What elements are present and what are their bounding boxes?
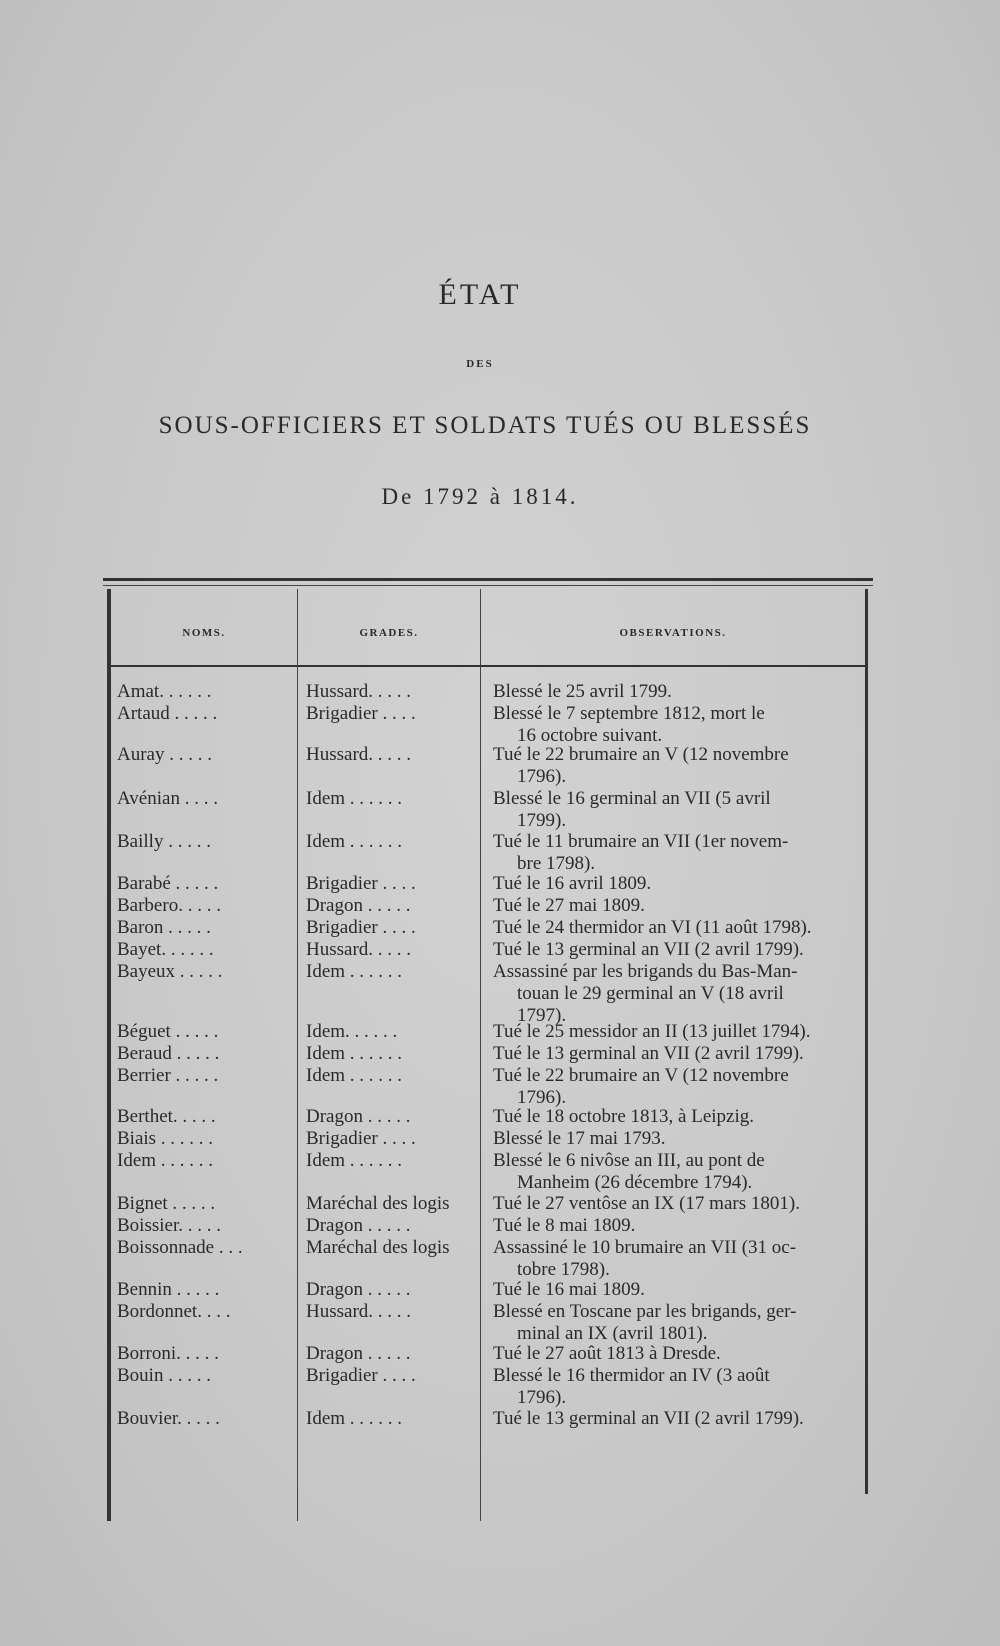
grade-cell: Idem . . . . . . [306,961,403,982]
grade-cell: Dragon . . . . . [306,1343,411,1364]
observation-cell [493,1193,859,1215]
observation-line: Blessé le 25 avril 1799. [493,681,672,702]
page-subtitle: SOUS-OFFICIERS ET SOLDATS TUÉS OU BLESSÉS [158,412,812,439]
observation-line: Tué le 22 brumaire an V (12 novembre [493,1065,789,1086]
observation-continuation: 1797). [517,1005,567,1026]
observation-cell [493,961,859,1027]
observation-line: Tué le 27 mai 1809. [493,895,645,916]
observation-continuation: 16 octobre suivant. [517,725,663,746]
column-header-observations: OBSERVATIONS. [619,627,727,639]
observation-cell [493,895,859,917]
grade-cell: Brigadier . . . . [306,917,416,938]
name-cell: Béguet . . . . . [117,1021,219,1042]
observation-cell [493,681,859,703]
observation-continuation: Manheim (26 décembre 1794). [517,1172,753,1193]
observation-cell [493,873,859,895]
observation-cell [493,788,859,832]
observation-cell [493,1021,859,1043]
name-cell: Borroni. . . . . [117,1343,219,1364]
name-cell: Bayet. . . . . . [117,939,214,960]
casualty-table [103,578,873,1521]
grade-cell: Brigadier . . . . [306,873,416,894]
table-border-left [107,589,111,1521]
grade-cell: Maréchal des logis [306,1193,450,1214]
observation-line: Tué le 8 mai 1809. [493,1215,636,1236]
grade-cell: Dragon . . . . . [306,895,411,916]
observation-line: Tué le 16 avril 1809. [493,873,652,894]
name-cell: Bordonnet. . . . [117,1301,231,1322]
observation-cell [493,703,859,747]
observation-continuation: 1796). [517,766,567,787]
observation-cell [493,1365,859,1409]
column-header-noms: NOMS. [182,627,226,639]
header-rule [111,665,865,667]
name-cell: Bennin . . . . . [117,1279,220,1300]
grade-cell: Hussard. . . . . [306,744,412,765]
name-cell: Idem . . . . . . [117,1150,214,1171]
name-cell: Bouin . . . . . [117,1365,211,1386]
observation-cell [493,1106,859,1128]
name-cell: Amat. . . . . . [117,681,212,702]
grade-cell: Hussard. . . . . [306,681,412,702]
name-cell: Bouvier. . . . . [117,1408,220,1429]
grade-cell: Dragon . . . . . [306,1279,411,1300]
column-divider [480,589,481,1521]
observation-line: Blessé en Toscane par les brigands, ger- [493,1301,797,1322]
observation-line: Assassiné le 10 brumaire an VII (31 oc- [493,1237,797,1258]
observation-line: Tué le 22 brumaire an V (12 novembre [493,744,789,765]
table-border-right [865,589,868,1494]
grade-cell: Brigadier . . . . [306,1365,416,1386]
name-cell: Beraud . . . . . [117,1043,220,1064]
name-cell: Boissonnade . . . [117,1237,243,1258]
observation-cell [493,1128,859,1150]
observation-cell [493,1065,859,1109]
name-cell: Avénian . . . . [117,788,218,809]
column-divider [297,589,298,1521]
observation-continuation: 1796). [517,1087,567,1108]
name-cell: Barabé . . . . . [117,873,219,894]
name-cell: Bailly . . . . . [117,831,211,852]
observation-line: Tué le 16 mai 1809. [493,1279,645,1300]
grade-cell: Hussard. . . . . [306,1301,412,1322]
grade-cell: Dragon . . . . . [306,1106,411,1127]
observation-cell [493,1408,859,1430]
observation-line: Assassiné par les brigands du Bas-Man- [493,961,798,982]
observation-continuation: 1799). [517,810,567,831]
observation-line: Tué le 27 août 1813 à Dresde. [493,1343,721,1364]
observation-line: Tué le 11 brumaire an VII (1er novem- [493,831,789,852]
observation-cell [493,744,859,788]
observation-line: Tué le 13 germinal an VII (2 avril 1799). [493,1408,804,1429]
observation-cell [493,917,859,939]
page-title: ÉTAT [438,278,522,311]
observation-cell [493,831,859,875]
grade-cell: Dragon . . . . . [306,1215,411,1236]
observation-continuation: touan le 29 germinal an V (18 avril [517,983,784,1004]
name-cell: Baron . . . . . [117,917,211,938]
name-cell: Auray . . . . . [117,744,212,765]
observation-continuation: tobre 1798). [517,1259,610,1280]
name-cell: Bayeux . . . . . [117,961,223,982]
observation-line: Tué le 13 germinal an VII (2 avril 1799). [493,1043,804,1064]
observation-line: Blessé le 16 germinal an VII (5 avril [493,788,771,809]
grade-cell: Idem. . . . . . [306,1021,398,1042]
name-cell: Barbero. . . . . [117,895,221,916]
observation-cell [493,1237,859,1281]
observation-continuation: 1796). [517,1387,567,1408]
observation-continuation: bre 1798). [517,853,596,874]
grade-cell: Idem . . . . . . [306,788,403,809]
name-cell: Boissier. . . . . [117,1215,221,1236]
observation-cell [493,1279,859,1301]
grade-cell: Hussard. . . . . [306,939,412,960]
grade-cell: Idem . . . . . . [306,1043,403,1064]
observation-cell [493,939,859,961]
observation-cell [493,1043,859,1065]
grade-cell: Idem . . . . . . [306,1065,403,1086]
observation-line: Blessé le 17 mai 1793. [493,1128,666,1149]
name-cell: Artaud . . . . . [117,703,218,724]
grade-cell: Brigadier . . . . [306,703,416,724]
observation-cell [493,1343,859,1365]
grade-cell: Idem . . . . . . [306,1408,403,1429]
observation-line: Tué le 13 germinal an VII (2 avril 1799). [493,939,804,960]
observation-line: Tué le 24 thermidor an VI (11 août 1798). [493,917,812,938]
observation-line: Blessé le 16 thermidor an IV (3 août [493,1365,770,1386]
observation-line: Tué le 27 ventôse an IX (17 mars 1801). [493,1193,800,1214]
period-line: De 1792 à 1814. [381,484,579,509]
observation-cell [493,1150,859,1194]
observation-line: Tué le 25 messidor an II (13 juillet 1794). [493,1021,811,1042]
name-cell: Biais . . . . . . [117,1128,214,1149]
observation-line: Blessé le 6 nivôse an III, au pont de [493,1150,765,1171]
observation-continuation: minal an IX (avril 1801). [517,1323,708,1344]
observation-cell [493,1301,859,1345]
column-header-grades: GRADES. [359,627,419,639]
grade-cell: Idem . . . . . . [306,831,403,852]
grade-cell: Maréchal des logis [306,1237,450,1258]
grade-cell: Idem . . . . . . [306,1150,403,1171]
title-connector: DES [466,358,494,370]
name-cell: Berrier . . . . . [117,1065,219,1086]
grade-cell: Brigadier . . . . [306,1128,416,1149]
observation-cell [493,1215,859,1237]
observation-line: Blessé le 7 septembre 1812, mort le [493,703,765,724]
name-cell: Berthet. . . . . [117,1106,216,1127]
name-cell: Bignet . . . . . [117,1193,216,1214]
observation-line: Tué le 18 octobre 1813, à Leipzig. [493,1106,755,1127]
